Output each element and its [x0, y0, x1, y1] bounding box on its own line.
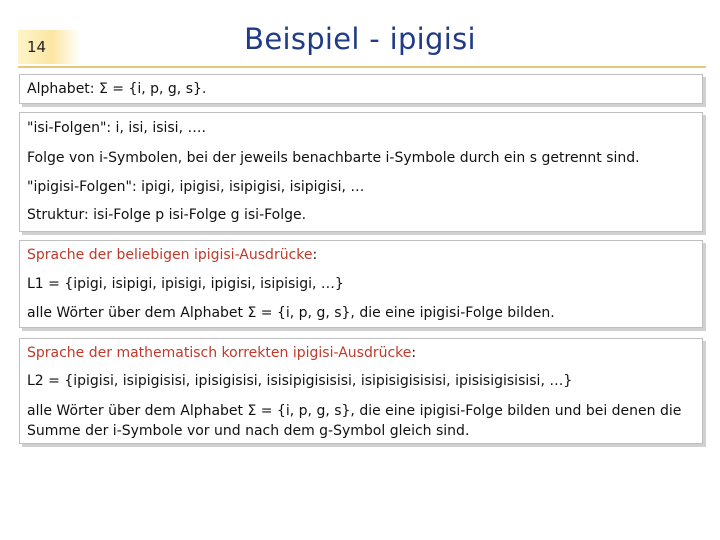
page-title-text: Beispiel - ipigisi	[244, 22, 476, 56]
page-title	[0, 22, 720, 62]
ipigisi-folgen-text: "ipigisi-Folgen": ipigi, ipigisi, isipigisi, isipigisi, …	[27, 179, 365, 195]
l2-definition: L2 = {ipigisi, isipigisisi, ipisigisisi, isisipigisisisi, isipisigisisisi, ipisisigisisisi, …}	[27, 373, 573, 389]
struktur-text: Struktur: isi-Folge p isi-Folge g isi-Folge.	[27, 207, 307, 223]
l1-heading	[27, 247, 317, 263]
l1-heading-text: Sprache der beliebigen ipigisi-Ausdrücke	[27, 247, 313, 263]
folge-definition-text: Folge von i-Symbolen, bei der jeweils benachbarte i-Symbole durch ein s getrennt sind.	[27, 150, 640, 166]
l2-heading	[27, 345, 416, 361]
title-divider	[18, 66, 706, 68]
l2-heading-text: Sprache der mathematisch korrekten ipigisi-Ausdrücke	[27, 345, 412, 361]
isi-folgen-text: "isi-Folgen": i, isi, isisi, ….	[27, 120, 206, 136]
l2-description: alle Wörter über dem Alphabet Σ = {i, p, g, s}, die eine ipigisi-Folge bilden und bei denen die Summe der i-Symbole vor und nach dem g-Symbol gleich sind.	[27, 403, 682, 439]
l1-description: alle Wörter über dem Alphabet Σ = {i, p, g, s}, die eine ipigisi-Folge bilden.	[27, 305, 555, 321]
alphabet-text: Alphabet: Σ = {i, p, g, s}.	[27, 81, 207, 97]
l1-heading-suffix: :	[312, 247, 318, 263]
slide-number: 14	[27, 38, 47, 56]
l2-heading-suffix: :	[411, 345, 417, 361]
l1-definition: L1 = {ipigi, isipigi, ipisigi, ipigisi, isipisigi, …}	[27, 276, 344, 292]
